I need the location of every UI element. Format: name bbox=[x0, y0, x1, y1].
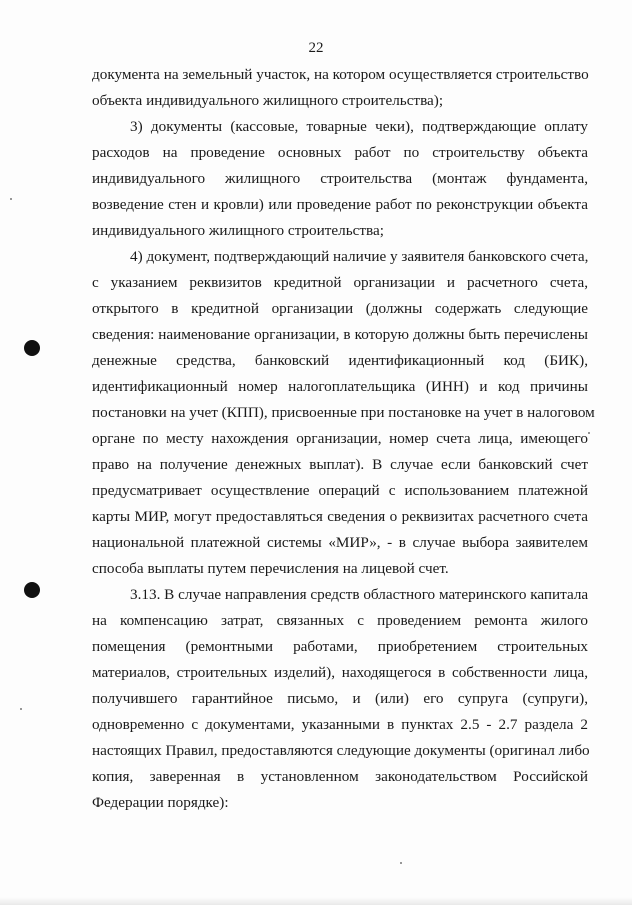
paragraph-line: сведения: наименование организации, в которую должны быть перечислены bbox=[92, 326, 588, 343]
scan-speck bbox=[20, 708, 22, 710]
paragraph-line: органе по месту нахождения организации, номер счета лица, имеющего bbox=[92, 430, 588, 447]
paragraph-line: постановки на учет (КПП), присвоенные при постановке на учет в налоговом bbox=[92, 404, 595, 421]
paragraph-line: 3) документы (кассовые, товарные чеки), подтверждающие оплату bbox=[130, 118, 588, 135]
punch-hole-mark bbox=[24, 582, 40, 598]
scan-speck bbox=[400, 862, 402, 864]
scan-speck bbox=[10, 198, 12, 200]
paragraph-line: Федерации порядке): bbox=[92, 794, 229, 811]
paragraph-line: способа выплаты путем перечисления на лицевой счет. bbox=[92, 560, 449, 577]
paragraph-line: настоящих Правил, предоставляются следующие документы (оригинал либо bbox=[92, 742, 590, 759]
paragraph bbox=[92, 244, 595, 582]
page-number: 22 bbox=[308, 40, 324, 56]
paragraph-line: карты МИР, могут предоставляться сведения о реквизитах расчетного счета bbox=[92, 508, 588, 525]
paragraph-line: открытого в кредитной организации (должны содержать следующие bbox=[92, 300, 588, 317]
paragraph bbox=[92, 582, 588, 816]
paragraph-line: с указанием реквизитов кредитной организации и расчетного счета, bbox=[92, 274, 588, 291]
paragraph-line: на компенсацию затрат, связанных с проведением ремонта жилого bbox=[92, 612, 588, 629]
paragraph-line: индивидуального жилищного строительства (монтаж фундамента, bbox=[92, 170, 588, 187]
paragraph-line: документа на земельный участок, на котором осуществляется строительство bbox=[92, 66, 589, 83]
paragraph-line: идентификационный номер налогоплательщика (ИНН) и код причины bbox=[92, 378, 588, 395]
paragraph-line: объекта индивидуального жилищного строительства); bbox=[92, 92, 444, 109]
scan-speck bbox=[588, 432, 590, 434]
punch-hole-mark bbox=[24, 340, 40, 356]
page-bottom-edge bbox=[0, 897, 632, 905]
paragraph-line: индивидуального жилищного строительства; bbox=[92, 222, 384, 239]
paragraph-line: материалов, строительных изделий), находящегося в собственности лица, bbox=[92, 664, 588, 681]
document-body bbox=[92, 62, 595, 816]
paragraph-line: помещения (ремонтными работами, приобретением строительных bbox=[92, 638, 588, 655]
paragraph bbox=[92, 114, 588, 244]
paragraph-line: национальной платежной системы «МИР», - в случае выбора заявителем bbox=[92, 534, 588, 551]
paragraph-line: предусматривает осуществление операций с использованием платежной bbox=[92, 482, 588, 499]
paragraph bbox=[92, 62, 588, 114]
paragraph-line: расходов на проведение основных работ по строительству объекта bbox=[92, 144, 588, 161]
paragraph-line: денежные средства, банковский идентификационный код (БИК), bbox=[92, 352, 588, 369]
paragraph-line: получившего гарантийное письмо, и (или) его супруга (супруги), bbox=[92, 690, 588, 707]
paragraph-line: одновременно с документами, указанными в пунктах 2.5 - 2.7 раздела 2 bbox=[92, 716, 588, 733]
paragraph-line: копия, заверенная в установленном законодательством Российской bbox=[92, 768, 588, 785]
paragraph-line: право на получение денежных выплат). В случае если банковский счет bbox=[92, 456, 588, 473]
paragraph-line: 4) документ, подтверждающий наличие у заявителя банковского счета, bbox=[130, 248, 589, 265]
paragraph-line: возведение стен и кровли) или проведение работ по реконструкции объекта bbox=[92, 196, 588, 213]
paragraph-line: 3.13. В случае направления средств областного материнского капитала bbox=[130, 586, 589, 603]
